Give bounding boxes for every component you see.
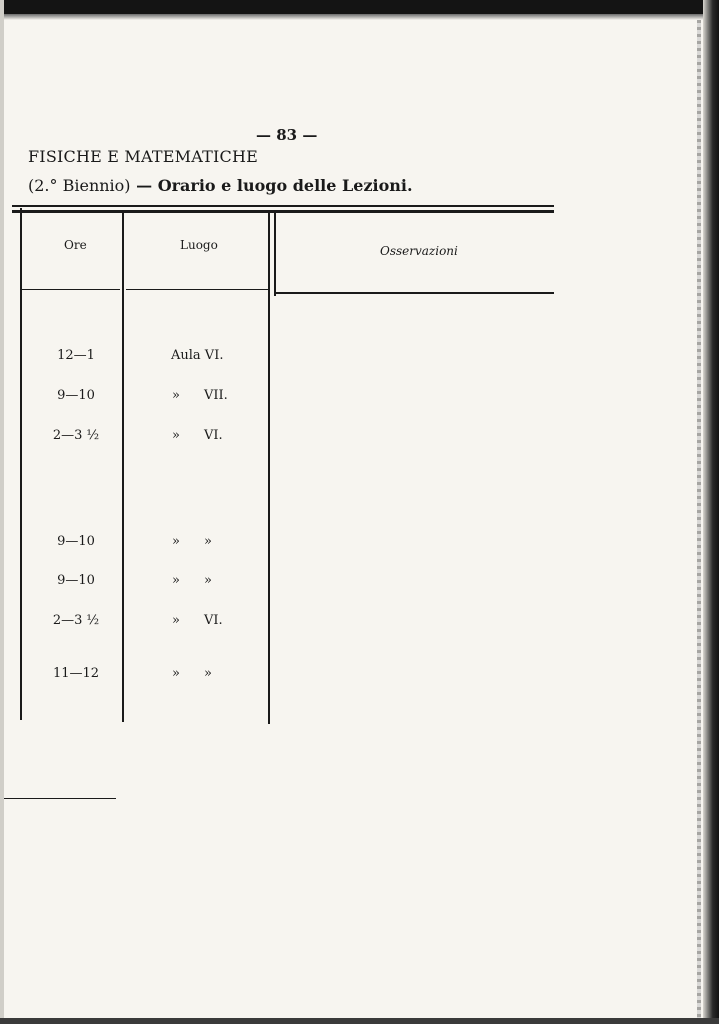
scan-left-edge [0, 0, 4, 1024]
table-top-rule [12, 205, 554, 207]
scan-bottom-edge [0, 1018, 719, 1024]
section-title: FISICHE E MATEMATICHE [28, 147, 258, 166]
ore-cell: 9—10 [57, 388, 95, 403]
table-left-border [20, 208, 22, 720]
scan-top-edge [0, 0, 719, 14]
ditto-mark: » [172, 613, 180, 628]
column-header-ore: Ore [64, 238, 87, 252]
column-divider-3 [274, 210, 276, 296]
luogo-cell: Aula VI. [171, 348, 224, 363]
page-number: — 83 — [256, 126, 318, 144]
scan-right-edge [703, 0, 719, 1024]
header-rule-osservazioni [276, 292, 554, 294]
header-rule-luogo [126, 289, 270, 290]
ore-cell: 2—3 ½ [52, 428, 100, 443]
ore-cell: 11—12 [52, 666, 100, 681]
ditto-mark: » [172, 573, 180, 588]
column-header-osservazioni: Osservazioni [380, 244, 458, 258]
ore-cell: 9—10 [57, 573, 95, 588]
table-top-rule-thick [12, 210, 554, 213]
luogo-cell: VI. [204, 613, 223, 628]
footnote-rule [4, 798, 116, 799]
ditto-mark: » [172, 666, 180, 681]
luogo-cell: » [204, 573, 212, 588]
ditto-mark: » [172, 428, 180, 443]
column-header-luogo: Luogo [180, 238, 218, 252]
luogo-cell: VII. [204, 388, 228, 403]
luogo-cell: » [204, 666, 212, 681]
section-subtitle-text: — Orario e luogo delle Lezioni. [130, 176, 413, 195]
ore-cell: 9—10 [57, 534, 95, 549]
luogo-cell: VI. [204, 428, 223, 443]
header-rule-ore [22, 289, 120, 290]
section-subtitle-paren: (2.° Biennio) [28, 176, 131, 195]
ditto-mark: » [172, 534, 180, 549]
ditto-mark: » [172, 388, 180, 403]
ore-cell: 12—1 [57, 348, 95, 363]
section-subtitle [28, 176, 413, 195]
luogo-cell: » [204, 534, 212, 549]
column-divider-1 [122, 210, 124, 722]
column-divider-2 [268, 210, 270, 724]
ore-cell: 2—3 ½ [52, 613, 100, 628]
